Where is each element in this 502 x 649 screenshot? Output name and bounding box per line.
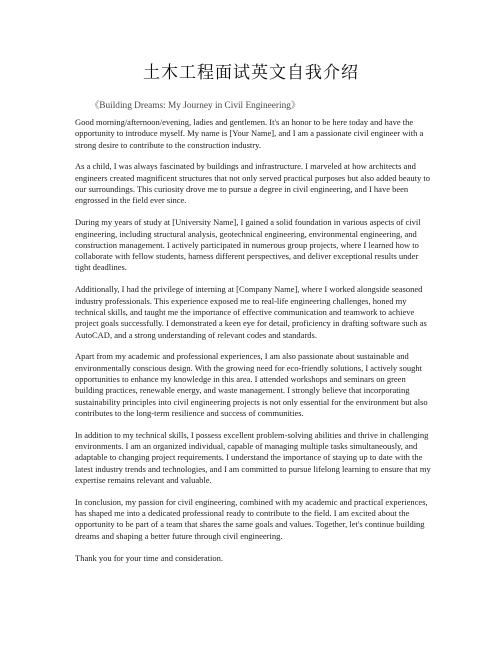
paragraph-skills: In addition to my technical skills, I possess excellent problem-solving abilities and thrive in challenging environments. I am an organized individual, capable of managing multiple tasks simultaneously, and adaptable to changing project requirements. I understand the importance of staying up to date with the latest industry trends and technologies, and I am committed to pursue lifelong learning to ensure that my expertise remains relevant and valuable.: [75, 429, 431, 485]
paragraph-greeting: Good morning/afternoon/evening, ladies and gentlemen. It's an honor to be here today and have the opportunity to introduce myself. My name is [Your Name], and I am a passionate civil engineer with a strong desire to contribute to the construction industry.: [75, 117, 424, 150]
paragraph-childhood: As a child, I was always fascinated by buildings and infrastructure. I marveled at how architects and engineers created magnificent structures that not only served practical purposes but also added beauty to our surroundings. This curiosity drove me to pursue a degree in civil engineering, and I have been engrossed in the field ever since.: [75, 161, 430, 206]
paragraph-internship: Additionally, I had the privilege of interning at [Company Name], where I worked alongside seasoned industry professionals. This experience exposed me to real-life engineering challenges, honed my technical skills, and taught me the importance of effective communication and teamwork to achieve project goals successfully. I demonstrated a keen eye for detail, proficiency in drafting software such as AutoCAD, and a strong understanding of relevant codes and standards.: [75, 284, 427, 340]
paragraph-conclusion: In conclusion, my passion for civil engineering, combined with my academic and practical experiences, has shaped me into a dedicated professional ready to contribute to the field. I am excited about the opportunity to be part of a team that shares the same goals and values. Together, let's continue building dreams and shaping a better future through civil engineering.: [75, 496, 428, 541]
paragraph-thanks: Thank you for your time and consideration.: [75, 552, 224, 563]
paragraph-sustainability: Apart from my academic and professional experiences, I am also passionate about sustainable and environmentally conscious design. With the growing need for eco-friendly solutions, I actively sought opportunities to enhance my knowledge in this area. I attended workshops and seminars on green building practices, renewable energy, and waste management. I strongly believe that incorporating sustainability principles into civil engineering projects is not only essential for the environment but also contributes to the long-term resilience and success of communities.: [75, 351, 428, 418]
paragraph-education: During my years of study at [University Name], I gained a solid foundation in various aspects of civil engineering, including structural analysis, geotechnical engineering, environmental engineering, and construction management. I actively participated in numerous group projects, where I learned how to collaborate with fellow students, harness different perspectives, and deliver exceptional results under tight deadlines.: [75, 217, 421, 273]
document-subtitle: 《Building Dreams: My Journey in Civil Engineering》: [90, 101, 301, 111]
document-title: 土木工程面试英文自我介绍: [143, 63, 359, 83]
document-body: [75, 117, 435, 575]
